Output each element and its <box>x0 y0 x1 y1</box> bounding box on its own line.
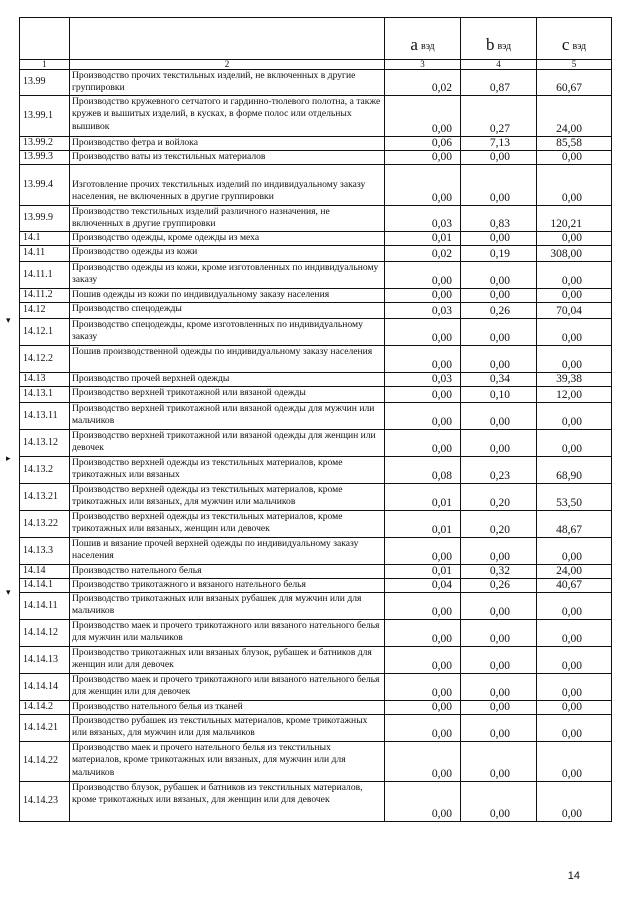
value-c-cell: 0,00 <box>537 742 612 782</box>
value-b-cell: 0,00 <box>461 151 537 165</box>
name-cell: Производство фетра и войлока <box>70 137 385 151</box>
table-row <box>20 701 612 715</box>
name-cell: Производство верхней одежды из текстильных материалов, кроме трикотажных или вязаных <box>70 457 385 484</box>
code-cell: 14.14.14 <box>20 674 70 701</box>
name-cell: Производство прочей верхней одежды <box>70 373 385 387</box>
value-a-cell: 0,01 <box>385 232 461 246</box>
code-cell: 14.14.23 <box>20 782 70 822</box>
value-c-cell: 0,00 <box>537 647 612 674</box>
value-c-cell: 12,00 <box>537 387 612 403</box>
value-c-cell: 0,00 <box>537 593 612 620</box>
name-cell: Производство одежды из кожи, кроме изготовленных по индивидуальному заказу <box>70 262 385 289</box>
name-cell: Производство маек и прочего нательного белья из текстильных материалов, кроме трикотажных или вязаных, для мужчин или для мальчиков <box>70 742 385 782</box>
table-row <box>20 511 612 538</box>
name-cell: Производство верхней одежды из текстильных материалов, кроме трикотажных или вязаных, женщин или девочек <box>70 511 385 538</box>
value-c-cell: 0,00 <box>537 151 612 165</box>
value-b-cell: 0,87 <box>461 70 537 96</box>
value-a-cell: 0,00 <box>385 538 461 565</box>
value-c-cell: 70,04 <box>537 303 612 319</box>
name-cell: Производство одежды из кожи <box>70 246 385 262</box>
value-c-cell: 0,00 <box>537 701 612 715</box>
header-b: b $_{вэд}$ <box>461 18 537 60</box>
code-cell: 14.12.2 <box>20 346 70 373</box>
value-c-cell: 0,00 <box>537 262 612 289</box>
value-b-cell: 0,32 <box>461 565 537 579</box>
code-cell: 14.14.12 <box>20 620 70 647</box>
name-cell: Производство трикотажных или вязаных рубашек для мужчин или для мальчиков <box>70 593 385 620</box>
table-row <box>20 647 612 674</box>
value-a-cell: 0,06 <box>385 137 461 151</box>
value-c-cell: 24,00 <box>537 96 612 137</box>
table-row <box>20 206 612 232</box>
column-number: 4 <box>461 60 537 70</box>
code-cell: 14.13.12 <box>20 430 70 457</box>
value-b-cell: 0,20 <box>461 484 537 511</box>
code-cell: 14.14.1 <box>20 579 70 593</box>
value-c-cell: 0,00 <box>537 620 612 647</box>
value-c-cell: 0,00 <box>537 165 612 206</box>
value-a-cell: 0,00 <box>385 742 461 782</box>
name-cell: Производство нательного белья из тканей <box>70 701 385 715</box>
name-cell: Производство блузок, рубашек и батников из текстильных материалов, кроме трикотажных или вязаных, для женщин или для девочек <box>70 782 385 822</box>
code-cell: 14.13.21 <box>20 484 70 511</box>
page-number: 14 <box>567 870 580 882</box>
name-cell: Производство спецодежды <box>70 303 385 319</box>
value-b-cell: 0,00 <box>461 538 537 565</box>
value-a-cell: 0,00 <box>385 647 461 674</box>
value-c-cell: 120,21 <box>537 206 612 232</box>
name-cell: Пошив одежды из кожи по индивидуальному заказу населения <box>70 289 385 303</box>
value-c-cell: 0,00 <box>537 782 612 822</box>
value-c-cell: 0,00 <box>537 430 612 457</box>
value-b-cell: 0,00 <box>461 430 537 457</box>
value-c-cell: 68,90 <box>537 457 612 484</box>
table-row <box>20 579 612 593</box>
value-c-cell: 39,38 <box>537 373 612 387</box>
table-row <box>20 262 612 289</box>
value-c-cell: 0,00 <box>537 232 612 246</box>
margin-mark: ▸ <box>6 453 11 463</box>
header-a: a $_{вэд}$ <box>385 18 461 60</box>
value-b-cell: 0,00 <box>461 782 537 822</box>
name-cell: Производство верхней трикотажной или вязаной одежды для мужчин или мальчиков <box>70 403 385 430</box>
value-c-cell: 40,67 <box>537 579 612 593</box>
value-a-cell: 0,00 <box>385 715 461 742</box>
table-row <box>20 151 612 165</box>
table-row <box>20 346 612 373</box>
value-b-cell: 7,13 <box>461 137 537 151</box>
table-row <box>20 565 612 579</box>
header-c: c $_{вэд}$ <box>537 18 612 60</box>
value-a-cell: 0,00 <box>385 262 461 289</box>
code-cell: 14.14.11 <box>20 593 70 620</box>
table-row <box>20 484 612 511</box>
code-cell: 14.11.2 <box>20 289 70 303</box>
table-row <box>20 373 612 387</box>
name-cell: Производство кружевного сетчатого и гардинно-тюлевого полотна, а также кружев и вышитых изделий, в кусках, в форме полос или отдельных вышивок <box>70 96 385 137</box>
code-cell: 14.12.1 <box>20 319 70 346</box>
value-b-cell: 0,00 <box>461 289 537 303</box>
value-a-cell: 0,00 <box>385 319 461 346</box>
value-b-cell: 0,20 <box>461 511 537 538</box>
value-b-cell: 0,00 <box>461 715 537 742</box>
value-c-cell: 0,00 <box>537 319 612 346</box>
table-row <box>20 742 612 782</box>
value-b-cell: 0,00 <box>461 262 537 289</box>
table-row <box>20 430 612 457</box>
column-number: 1 <box>20 60 70 70</box>
value-b-cell: 0,00 <box>461 701 537 715</box>
code-cell: 13.99.2 <box>20 137 70 151</box>
value-b-cell: 0,83 <box>461 206 537 232</box>
table-row <box>20 593 612 620</box>
value-b-cell: 0,00 <box>461 346 537 373</box>
code-cell: 14.1 <box>20 232 70 246</box>
column-number: 3 <box>385 60 461 70</box>
name-cell: Производство текстильных изделий различного назначения, не включенных в другие группировки <box>70 206 385 232</box>
value-c-cell: 308,00 <box>537 246 612 262</box>
name-cell: Производство трикотажных или вязаных блузок, рубашек и батников для женщин или для девочек <box>70 647 385 674</box>
value-b-cell: 0,34 <box>461 373 537 387</box>
classification-table <box>19 17 612 822</box>
value-b-cell: 0,26 <box>461 579 537 593</box>
value-a-cell: 0,02 <box>385 70 461 96</box>
value-b-cell: 0,10 <box>461 387 537 403</box>
name-cell: Производство рубашек из текстильных материалов, кроме трикотажных или вязаных, для мужчин или для мальчиков <box>70 715 385 742</box>
value-b-cell: 0,00 <box>461 674 537 701</box>
code-cell: 13.99 <box>20 70 70 96</box>
value-a-cell: 0,00 <box>385 346 461 373</box>
code-cell: 14.11.1 <box>20 262 70 289</box>
table-row <box>20 137 612 151</box>
value-a-cell: 0,00 <box>385 701 461 715</box>
code-cell: 14.12 <box>20 303 70 319</box>
code-cell: 13.99.4 <box>20 165 70 206</box>
name-cell: Производство маек и прочего трикотажного или вязаного нательного белья для женщин или для девочек <box>70 674 385 701</box>
name-cell: Производство ваты из текстильных материалов <box>70 151 385 165</box>
margin-mark: ▾ <box>6 587 11 597</box>
name-cell: Пошив и вязание прочей верхней одежды по индивидуальному заказу населения <box>70 538 385 565</box>
value-a-cell: 0,02 <box>385 246 461 262</box>
name-cell: Производство верхней одежды из текстильных материалов, кроме трикотажных или вязаных, для мужчин или мальчиков <box>70 484 385 511</box>
code-cell: 14.14.21 <box>20 715 70 742</box>
value-b-cell: 0,27 <box>461 96 537 137</box>
name-cell: Пошив производственной одежды по индивидуальному заказу населения <box>70 346 385 373</box>
value-a-cell: 0,00 <box>385 593 461 620</box>
value-b-cell: 0,00 <box>461 742 537 782</box>
value-a-cell: 0,03 <box>385 303 461 319</box>
table-row <box>20 782 612 822</box>
value-c-cell: 60,67 <box>537 70 612 96</box>
code-cell: 14.13 <box>20 373 70 387</box>
value-b-cell: 0,19 <box>461 246 537 262</box>
code-cell: 14.13.11 <box>20 403 70 430</box>
value-a-cell: 0,01 <box>385 511 461 538</box>
table-row <box>20 303 612 319</box>
value-c-cell: 48,67 <box>537 511 612 538</box>
code-cell: 14.13.1 <box>20 387 70 403</box>
table-row <box>20 457 612 484</box>
table-row <box>20 403 612 430</box>
header-row <box>20 18 612 60</box>
code-cell: 14.14.2 <box>20 701 70 715</box>
code-cell: 13.99.3 <box>20 151 70 165</box>
value-c-cell: 0,00 <box>537 715 612 742</box>
code-cell: 14.14.13 <box>20 647 70 674</box>
column-number-row <box>20 60 612 70</box>
value-c-cell: 0,00 <box>537 538 612 565</box>
code-cell: 14.14 <box>20 565 70 579</box>
code-cell: 14.14.22 <box>20 742 70 782</box>
table-row <box>20 70 612 96</box>
code-cell: 14.11 <box>20 246 70 262</box>
header-name <box>70 18 385 60</box>
value-a-cell: 0,00 <box>385 620 461 647</box>
table-row <box>20 387 612 403</box>
table-row <box>20 674 612 701</box>
value-b-cell: 0,00 <box>461 319 537 346</box>
name-cell: Производство маек и прочего трикотажного или вязаного нательного белья для мужчин или мальчиков <box>70 620 385 647</box>
value-b-cell: 0,23 <box>461 457 537 484</box>
value-b-cell: 0,00 <box>461 403 537 430</box>
value-c-cell: 0,00 <box>537 346 612 373</box>
code-cell: 14.13.3 <box>20 538 70 565</box>
name-cell: Производство верхней трикотажной или вязаной одежды <box>70 387 385 403</box>
value-b-cell: 0,26 <box>461 303 537 319</box>
value-a-cell: 0,01 <box>385 565 461 579</box>
table-row <box>20 289 612 303</box>
code-cell: 13.99.9 <box>20 206 70 232</box>
value-c-cell: 24,00 <box>537 565 612 579</box>
value-a-cell: 0,08 <box>385 457 461 484</box>
name-cell: Изготовление прочих текстильных изделий по индивидуальному заказу населения, не включенных в другие группировки <box>70 165 385 206</box>
value-b-cell: 0,00 <box>461 647 537 674</box>
name-cell: Производство верхней трикотажной или вязаной одежды для женщин или девочек <box>70 430 385 457</box>
table-row <box>20 96 612 137</box>
value-a-cell: 0,04 <box>385 579 461 593</box>
name-cell: Производство спецодежды, кроме изготовленных по индивидуальному заказу <box>70 319 385 346</box>
value-a-cell: 0,00 <box>385 387 461 403</box>
value-b-cell: 0,00 <box>461 620 537 647</box>
table-row <box>20 620 612 647</box>
column-number: 2 <box>70 60 385 70</box>
table-row <box>20 232 612 246</box>
value-a-cell: 0,00 <box>385 782 461 822</box>
table-row <box>20 319 612 346</box>
code-cell: 14.13.2 <box>20 457 70 484</box>
table-row <box>20 246 612 262</box>
table-row <box>20 538 612 565</box>
value-c-cell: 0,00 <box>537 289 612 303</box>
table-row <box>20 715 612 742</box>
column-number: 5 <box>537 60 612 70</box>
margin-mark: ▾ <box>6 315 11 325</box>
code-cell: 13.99.1 <box>20 96 70 137</box>
value-a-cell: 0,00 <box>385 96 461 137</box>
value-a-cell: 0,01 <box>385 484 461 511</box>
value-b-cell: 0,00 <box>461 593 537 620</box>
name-cell: Производство одежды, кроме одежды из меха <box>70 232 385 246</box>
header-code <box>20 18 70 60</box>
code-cell: 14.13.22 <box>20 511 70 538</box>
value-b-cell: 0,00 <box>461 232 537 246</box>
name-cell: Производство трикотажного и вязаного нательного белья <box>70 579 385 593</box>
value-b-cell: 0,00 <box>461 165 537 206</box>
value-a-cell: 0,00 <box>385 430 461 457</box>
value-c-cell: 53,50 <box>537 484 612 511</box>
value-c-cell: 0,00 <box>537 674 612 701</box>
value-a-cell: 0,00 <box>385 289 461 303</box>
table-row <box>20 165 612 206</box>
value-a-cell: 0,00 <box>385 151 461 165</box>
value-a-cell: 0,00 <box>385 403 461 430</box>
name-cell: Производство нательного белья <box>70 565 385 579</box>
value-a-cell: 0,03 <box>385 206 461 232</box>
value-a-cell: 0,00 <box>385 165 461 206</box>
value-c-cell: 0,00 <box>537 403 612 430</box>
value-c-cell: 85,58 <box>537 137 612 151</box>
value-a-cell: 0,03 <box>385 373 461 387</box>
name-cell: Производство прочих текстильных изделий, не включенных в другие группировки <box>70 70 385 96</box>
value-a-cell: 0,00 <box>385 674 461 701</box>
